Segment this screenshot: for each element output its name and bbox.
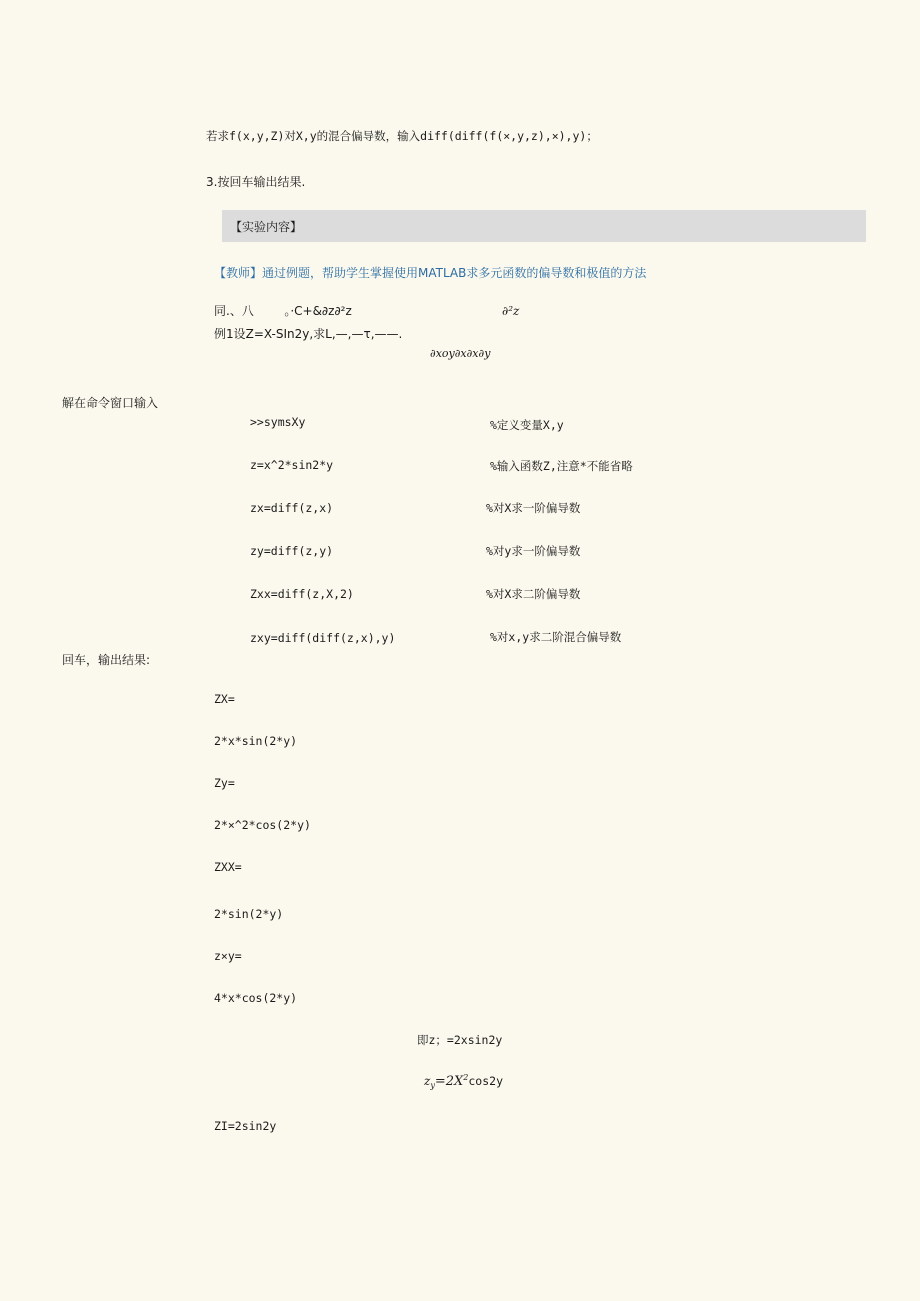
output-line: z×y= — [214, 949, 242, 963]
command-intro: 解在命令窗口输入 — [62, 396, 159, 410]
command-comment: %对y求一阶偏导数 — [486, 544, 581, 558]
mixed-partial-instruction: 若求f(x,y,Z)对X,y的混合偏导数，输入diff(diff(f(×,y,z),×),y)； — [206, 129, 598, 143]
command-code: >>symsXy — [250, 415, 306, 429]
output-line: 2*x*sin(2*y) — [214, 734, 298, 748]
example-d2z-numerator: ∂²z — [502, 304, 520, 318]
example-garbled-line: 同.、八 。·C+&∂z∂²z — [214, 304, 352, 318]
output-line: ZX= — [214, 692, 235, 706]
example-denominators: ∂xoy∂x∂x∂y — [430, 347, 491, 360]
command-comment: %对X求一阶偏导数 — [486, 501, 581, 515]
result-line-2-subscript: y — [430, 1081, 435, 1090]
step-3-text: 3.按回车输出结果. — [206, 175, 306, 189]
command-comment: %定义变量X,y — [490, 418, 564, 432]
output-line: ZXX= — [214, 860, 242, 874]
output-line: 4*x*cos(2*y) — [214, 991, 298, 1005]
command-code: z=x^2*sin2*y — [250, 458, 334, 472]
command-comment: %对x,y求二阶混合偏导数 — [490, 630, 622, 644]
command-comment: %输入函数Z,注意*不能省略 — [490, 459, 633, 473]
command-code: zx=diff(z,x) — [250, 501, 334, 515]
section-header-title: 【实验内容】 — [230, 220, 303, 234]
output-line: Zy= — [214, 776, 235, 790]
example-1-statement: 例1设Z=X-SIn2y,求L,—,—τ,——. — [214, 327, 403, 341]
output-line: 2*×^2*cos(2*y) — [214, 818, 311, 832]
command-code: zy=diff(z,y) — [250, 544, 334, 558]
result-line-2 — [424, 1070, 503, 1094]
output-line: 2*sin(2*y) — [214, 907, 284, 921]
result-line-2-superscript: 2 — [463, 1073, 469, 1082]
result-line-2-prefix: z — [424, 1074, 431, 1088]
teacher-note: 【教师】通过例题，帮助学生掌握使用MATLAB求多元函数的偏导数和极值的方法 — [214, 266, 647, 280]
result-line-2-mid: =2X — [434, 1074, 464, 1089]
section-header-box — [222, 210, 866, 242]
command-code: zxy=diff(diff(z,x),y) — [250, 631, 396, 645]
result-line-2-suffix: cos2y — [468, 1074, 503, 1088]
command-comment: %对X求二阶偏导数 — [486, 587, 581, 601]
command-code: Zxx=diff(z,X,2) — [250, 587, 354, 601]
result-line-1: 即z；=2xsin2y — [417, 1033, 503, 1047]
result-line-3: ZI=2sin2y — [214, 1119, 277, 1133]
output-intro: 回车，输出结果: — [62, 653, 151, 667]
